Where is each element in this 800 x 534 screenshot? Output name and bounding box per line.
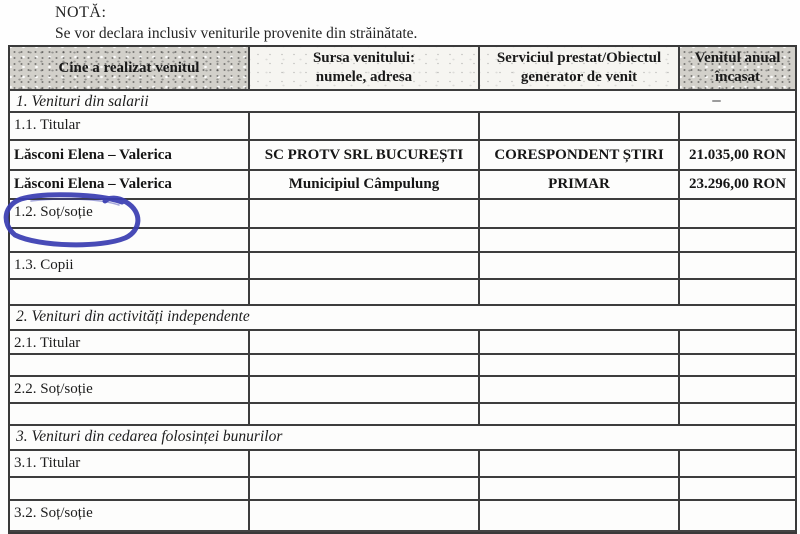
table-cell-service: PRIMAR — [480, 171, 680, 198]
table-cell — [250, 253, 480, 278]
table-cell — [10, 229, 250, 251]
empty-row — [10, 404, 795, 426]
label-row-2-2-sot-sotie — [10, 377, 795, 404]
table-cell — [680, 501, 795, 530]
row-label: 1.1. Titular — [10, 113, 250, 139]
table-cell-source: SC PROTV SRL BUCUREȘTI — [250, 141, 480, 169]
empty-row — [10, 478, 795, 501]
label-row-3-2-sot-sotie — [10, 501, 795, 532]
table-cell — [250, 451, 480, 476]
row-label: 2.1. Titular — [10, 331, 250, 353]
table-cell — [480, 478, 680, 499]
table-cell-amount: 23.296,00 RON — [688, 176, 787, 192]
empty-row — [10, 355, 795, 377]
table-cell — [680, 478, 795, 499]
header-line: generator de venit — [520, 69, 638, 85]
label-row-3-1-titular — [10, 451, 795, 478]
table-cell — [680, 404, 795, 424]
label-row-2-1-titular — [10, 331, 795, 355]
scan-artifact-dash — [712, 100, 721, 102]
table-cell-who: Lăsconi Elena – Valerica — [10, 171, 250, 198]
header-line: Sursa venitului: — [312, 50, 416, 66]
section-row-cedarea — [10, 426, 795, 451]
table-cell — [480, 200, 680, 227]
table-cell — [480, 253, 680, 278]
table-cell — [680, 377, 795, 402]
table-cell — [480, 229, 680, 251]
column-header-service — [480, 47, 680, 89]
section-title: 1. Venituri din salarii — [16, 93, 149, 110]
table-cell — [10, 404, 250, 424]
table-cell — [680, 229, 795, 251]
table-cell — [480, 113, 680, 139]
table-cell — [250, 355, 480, 375]
table-cell — [250, 501, 480, 530]
table-cell — [250, 478, 480, 499]
table-cell — [250, 229, 480, 251]
table-cell — [680, 451, 795, 476]
label-row-1-1-titular — [10, 113, 795, 141]
empty-row — [10, 280, 795, 306]
table-cell — [250, 113, 480, 139]
table-cell — [680, 355, 795, 375]
table-cell — [250, 331, 480, 353]
table-cell — [480, 404, 680, 424]
table-cell — [680, 253, 795, 278]
table-cell — [480, 451, 680, 476]
label-row-1-2-sot-sotie — [10, 200, 795, 229]
column-header-who — [10, 47, 250, 89]
column-header-source — [250, 47, 480, 89]
header-line: Venitul anual — [694, 50, 781, 66]
data-row-protv — [10, 141, 795, 171]
table-cell-source: Municipiul Câmpulung — [250, 171, 480, 198]
table-header-row — [10, 47, 795, 91]
header-line: Cine a realizat venitul — [58, 59, 200, 76]
table-cell — [680, 331, 795, 353]
data-row-primar — [10, 171, 795, 200]
label-row-1-3-copii — [10, 253, 795, 280]
table-cell-amount: 21.035,00 RON — [688, 146, 787, 163]
header-line: Serviciul prestat/Obiectul — [496, 50, 662, 66]
empty-row — [10, 229, 795, 253]
table-cell — [680, 200, 795, 227]
table-cell — [250, 280, 480, 304]
row-label: 3.2. Soț/soție — [10, 501, 250, 530]
section-row-independente — [10, 306, 795, 331]
section-title: 2. Venituri din activități independente — [16, 308, 250, 325]
table-cell — [480, 355, 680, 375]
table-cell-who: Lăsconi Elena – Valerica — [10, 141, 250, 169]
table-cell — [480, 501, 680, 530]
table-cell — [10, 478, 250, 499]
section-row-salarii — [10, 91, 795, 113]
table-cell — [480, 331, 680, 353]
table-cell — [250, 200, 480, 227]
table-cell — [680, 280, 795, 304]
table-cell — [480, 280, 680, 304]
row-label: 1.3. Copii — [10, 253, 250, 278]
table-cell — [680, 113, 795, 139]
row-label: 3.1. Titular — [10, 451, 250, 476]
row-label: 1.2. Soț/soție — [10, 200, 250, 227]
table-cell — [250, 377, 480, 402]
column-header-amount — [680, 47, 795, 89]
table-cell — [480, 377, 680, 402]
table-cell — [10, 280, 250, 304]
row-label: 2.2. Soț/soție — [10, 377, 250, 402]
section-title: 3. Venituri din cedarea folosinței bunurilor — [16, 428, 283, 445]
table-cell — [250, 404, 480, 424]
note-title: NOTĂ: — [55, 4, 107, 21]
table-cell-service: CORESPONDENT ȘTIRI — [480, 141, 680, 169]
header-line: numele, adresa — [315, 69, 413, 85]
income-table — [8, 45, 797, 534]
table-cell — [10, 355, 250, 375]
header-line: încasat — [715, 69, 760, 85]
note-body: Se vor declara inclusiv veniturile provenite din străinătate. — [55, 25, 418, 42]
